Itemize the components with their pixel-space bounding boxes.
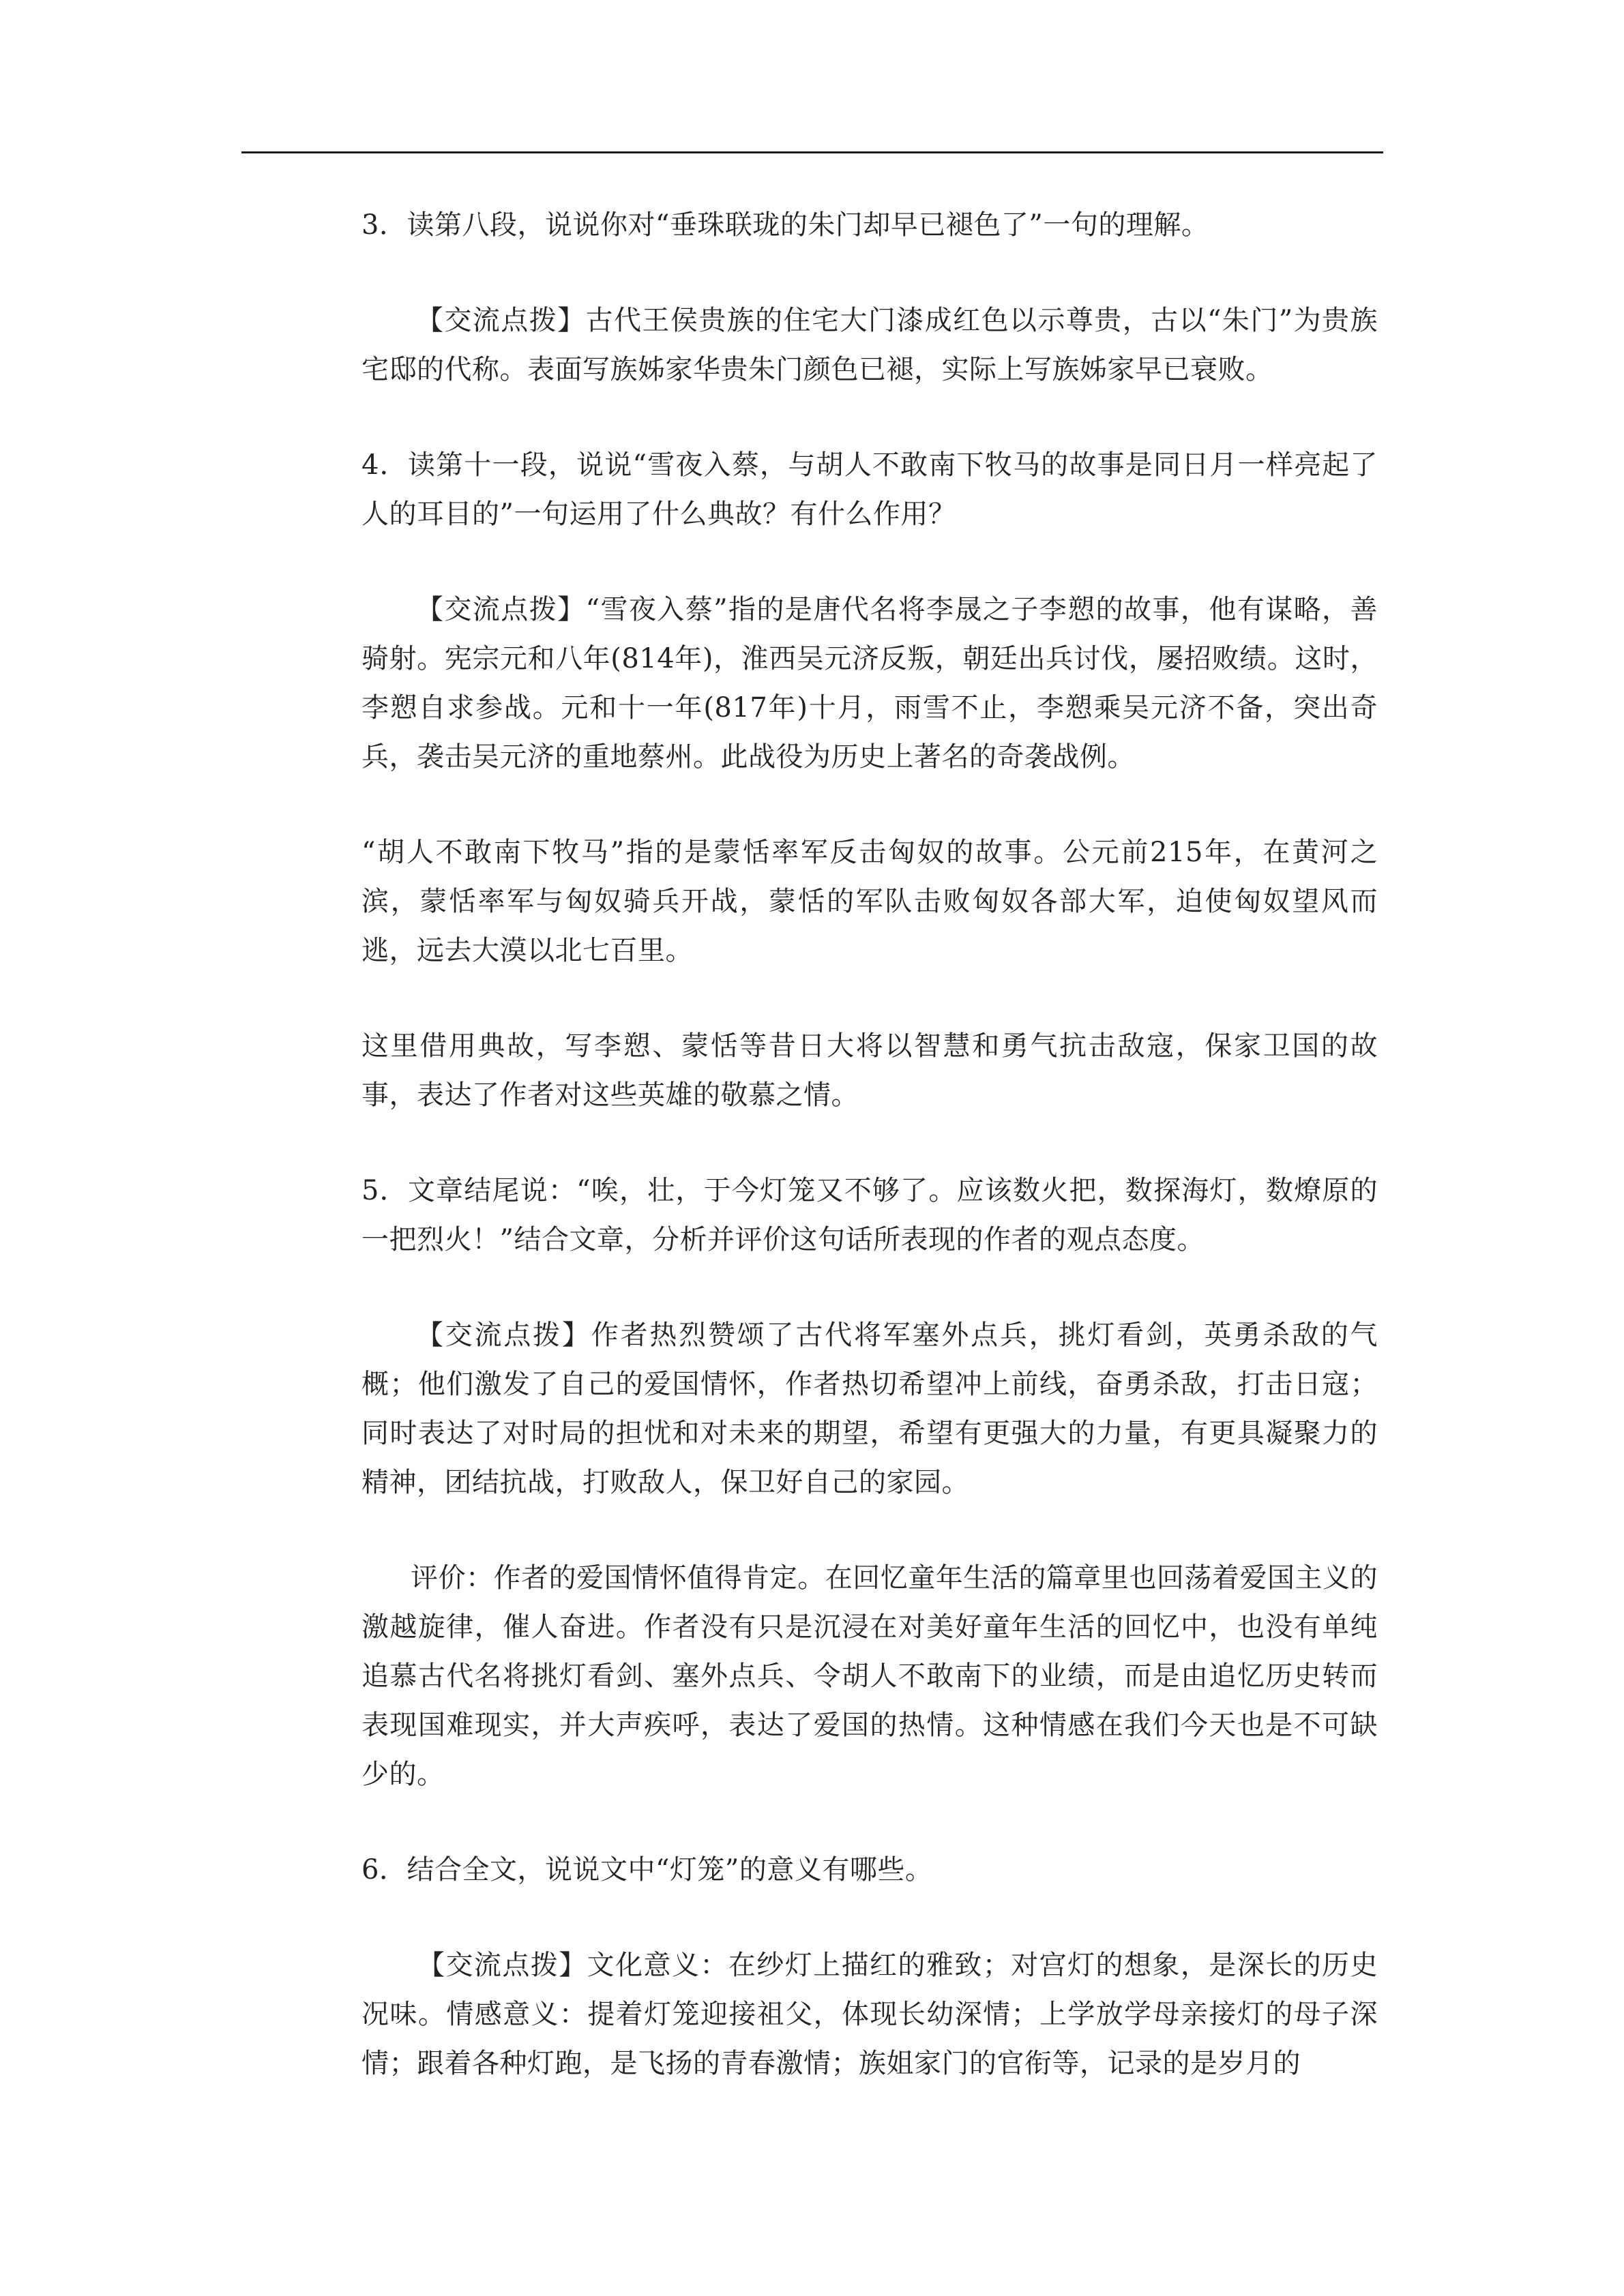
question-3: 3．读第八段，说说你对“垂珠联珑的朱门却早已褪色了”一句的理解。 [361, 209, 1209, 241]
answer-3: 【交流点拨】古代王侯贵族的住宅大门漆成红色以示尊贵，古以“朱门”为贵族宅邸的代称。表面写族姊家华贵朱门颜色已褪，实际上写族姊家早已衰败。 [361, 305, 1378, 385]
question-6: 6．结合全文，说说文中“灯笼”的意义有哪些。 [361, 1854, 933, 1885]
header-rule [241, 151, 1383, 153]
answer-4-part-3: 这里借用典故，写李愬、蒙恬等昔日大将以智慧和勇气抗击敌寇，保家卫国的故事，表达了作者对这些英雄的敬慕之情。 [361, 1030, 1378, 1111]
question-4: 4．读第十一段，说说“雪夜入蔡，与胡人不敢南下牧马的故事是同日月一样亮起了人的耳目的”一句运用了什么典故？有什么作用？ [361, 449, 1378, 530]
answer-6: 【交流点拨】文化意义：在纱灯上描红的雅致；对宫灯的想象，是深长的历史况味。情感意义：提着灯笼迎接祖父，体现长幼深情；上学放学母亲接灯的母子深情；跟着各种灯跑，是飞扬的青春激情；族姐家门的官衔等，记录的是岁月的 [361, 1950, 1378, 2079]
answer-4-part-2: “胡人不敢南下牧马”指的是蒙恬率军反击匈奴的故事。公元前215年，在黄河之滨，蒙恬率军与匈奴骑兵开战，蒙恬的军队击败匈奴各部大军，迫使匈奴望风而逃，远去大漠以北七百里。 [361, 837, 1378, 966]
question-5: 5．文章结尾说：“唉，壮，于今灯笼又不够了。应该数火把，数探海灯，数燎原的一把烈火！”结合文章，分析并评价这句话所表现的作者的观点态度。 [361, 1175, 1378, 1255]
answer-5-part-1: 【交流点拨】作者热烈赞颂了古代将军塞外点兵，挑灯看剑，英勇杀敌的气概；他们激发了自己的爱国情怀，作者热切希望冲上前线，奋勇杀敌，打击日寇；同时表达了对时局的担忧和对未来的期望，希望有更强大的力量，有更具凝聚力的精神，团结抗战，打败敌人，保卫好自己的家园。 [361, 1320, 1378, 1498]
answer-5-evaluation: 评价：作者的爱国情怀值得肯定。在回忆童年生活的篇章里也回荡着爱国主义的激越旋律，催人奋进。作者没有只是沉浸在对美好童年生活的回忆中，也没有单纯追慕古代名将挑灯看剑、塞外点兵、令胡人不敢南下的业绩，而是由追忆历史转而表现国难现实，并大声疾呼，表达了爱国的热情。这种情感在我们今天也是不可缺少的。 [361, 1562, 1378, 1790]
document-body [361, 200, 1378, 2088]
answer-4-part-1: 【交流点拨】“雪夜入蔡”指的是唐代名将李晟之子李愬的故事，他有谋略，善骑射。宪宗元和八年(814年)，淮西吴元济反叛，朝廷出兵讨伐，屡招败绩。这时，李愬自求参战。元和十一年(817年)十月，雨雪不止，李愬乘吴元济不备，突出奇兵，袭击吴元济的重地蔡州。此战役为历史上著名的奇袭战例。 [361, 594, 1378, 773]
